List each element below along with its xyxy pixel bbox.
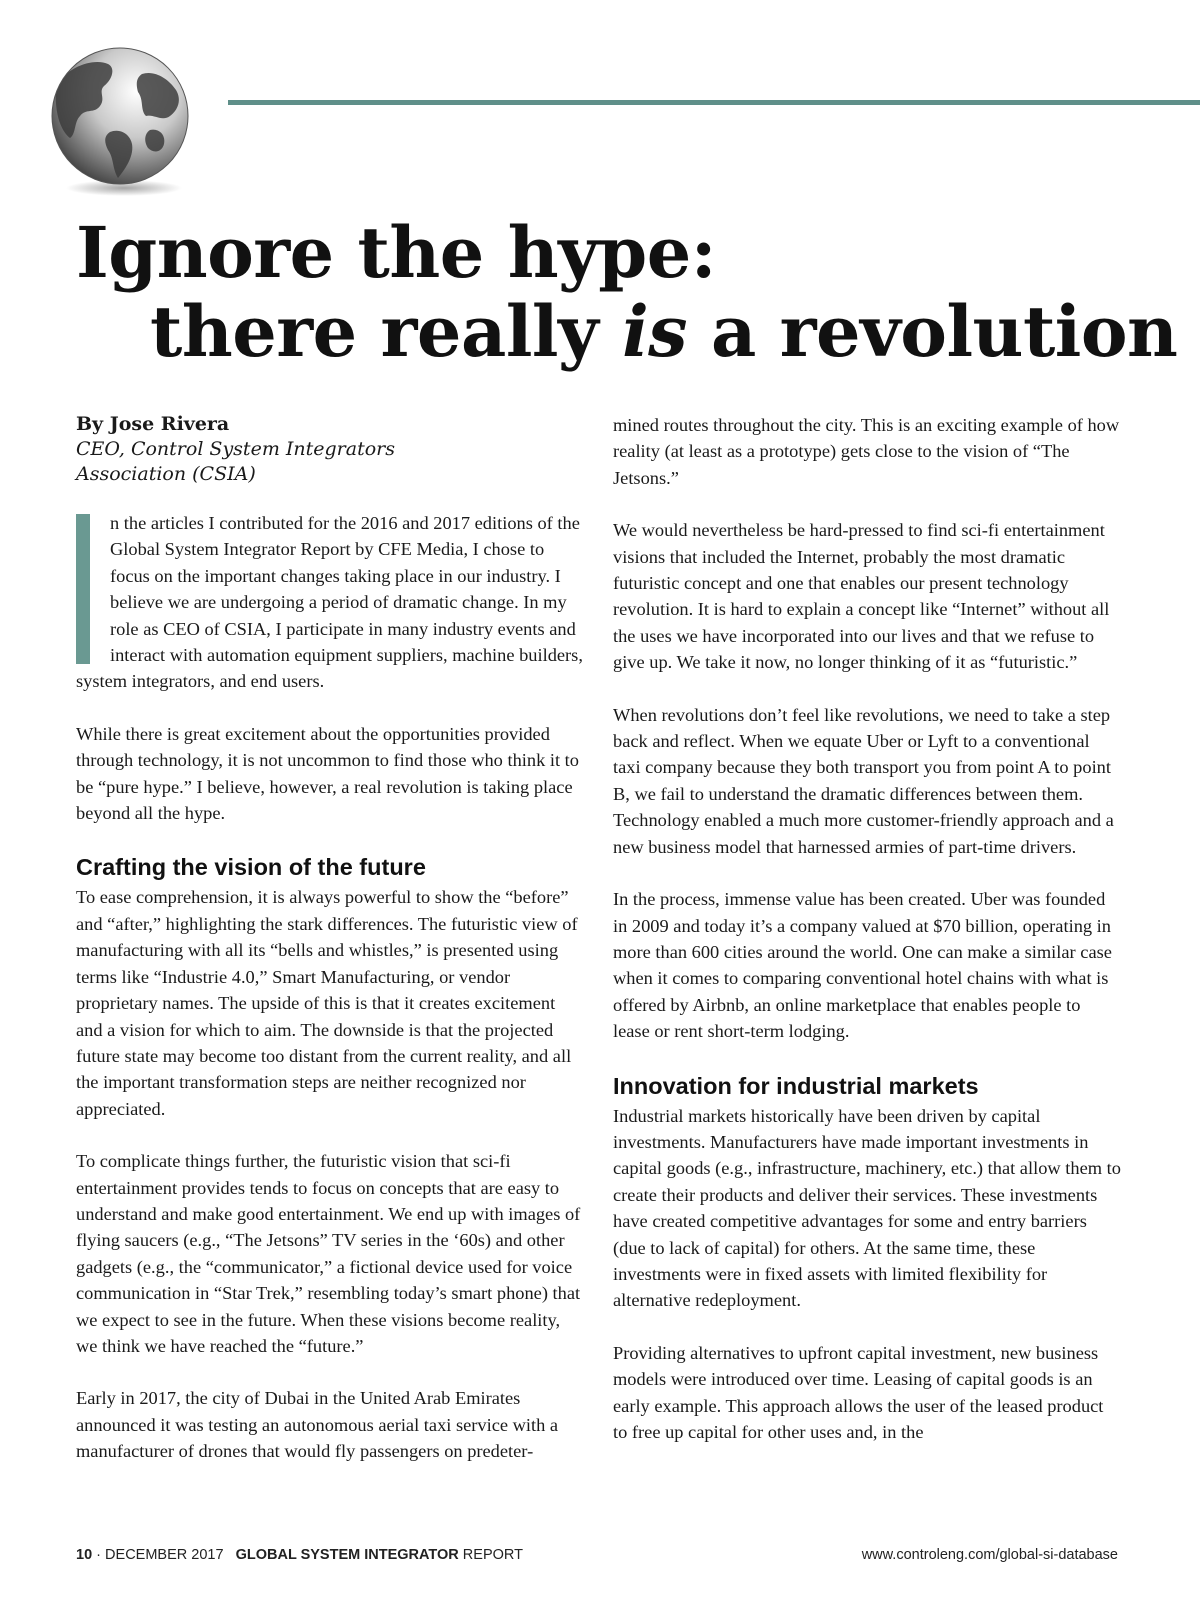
globe-icon xyxy=(46,46,196,198)
publication-name: GLOBAL SYSTEM INTEGRATOR xyxy=(235,1547,459,1563)
footer-separator: · xyxy=(96,1547,102,1563)
paragraph: To ease comprehension, it is always powerful to show the “before” and “after,” highlighting the stark differences. The futuristic view of manufacturing with all its “bells and whistles,” is presented using terms like “Industrie 4.0,” Smart Manufacturing, or vendor proprietary names. The upside of this is that it creates excitement and a vision for which to aim. The downside is that the projected future state may become too distant from the current reality, and all the important transformation steps are neither recognized nor appreciated. xyxy=(76,887,578,1119)
paragraph: In the process, immense value has been created. Uber was founded in 2009 and today it’s a company valued at $70 billion, operating in more than 600 cities around the world. One can make a similar case when it comes to comparing conventional hotel chains with what is offered by Airbnb, an online marketplace that enables people to lease or rent short-term lodging. xyxy=(613,889,1112,1042)
publication-suffix: REPORT xyxy=(462,1547,523,1563)
section-heading: Innovation for industrial markets xyxy=(613,1072,979,1099)
drop-cap xyxy=(76,514,90,664)
title-part-2: a revolution xyxy=(687,290,1178,373)
paragraph: To complicate things further, the futuristic vision that sci-fi entertainment provides tends to focus on concepts that are easy to understand and make good entertainment. We end up with images of flying saucers (e.g., “The Jetsons” TV series in the ‘60s) and other gadgets (e.g., the “communicator,” a fictional device used for voice communication in “Star Trek,” resembling today’s smart phone) that we expect to see in the future. When these visions become reality, we think we have reached the “future.” xyxy=(76,1151,581,1356)
author-organization: Association (CSIA) xyxy=(76,463,256,485)
column-left xyxy=(76,510,584,1465)
article-title-line-1: Ignore the hype: xyxy=(76,211,717,294)
author-role: CEO, Control System Integrators xyxy=(76,438,395,460)
byline xyxy=(76,412,596,487)
paragraph: mined routes throughout the city. This is an exciting example of how reality (at least as a prototype) gets close to the vision of “The Jetsons.” xyxy=(613,415,1120,488)
intro-text: n the articles I contributed for the 2016 and 2017 editions of the Global System Integrator Report by CFE Media, I chose to focus on the important changes taking place in our industry. I believe we are undergoing a period of dramatic change. In my role as CEO of CSIA, I participate in many industry events and interact with automation equipment suppliers, machine builders, system integrators, and end users. xyxy=(76,513,583,692)
paragraph: Providing alternatives to upfront capital investment, new business models were introduced over time. Leasing of capital goods is an early example. This approach allows the user of the leased product to free up capital for other uses and, in the xyxy=(613,1342,1104,1442)
paragraph: We would nevertheless be hard-pressed to find sci-fi entertainment visions that included the Internet, probably the most dramatic futuristic concept and one that enables our present technology revolution. It is hard to explain a concept like “Internet” without all the uses we have incorporated into our lives and that we refuse to give up. We take it now, no longer thinking of it as “futuristic.” xyxy=(613,520,1110,673)
title-part-1: there really xyxy=(150,290,623,373)
intro-paragraph xyxy=(76,510,584,695)
paragraph: Early in 2017, the city of Dubai in the United Arab Emirates announced it was testing an autonomous aerial taxi service with a manufacturer of drones that would fly passengers on predeter- xyxy=(76,1388,559,1462)
paragraph: While there is great excitement about the opportunities provided through technology, it is not uncommon to find those who think it to be “pure hype.” I believe, however, a real revolution is taking place beyond all the hype. xyxy=(76,723,579,824)
header-rule xyxy=(228,100,1200,105)
footer-url[interactable]: www.controleng.com/global-si-database xyxy=(861,1547,1118,1563)
paragraph: Industrial markets historically have been driven by capital investments. Manufacturers have made important investments in capital goods (e.g., infrastructure, machinery, etc.) that allow them to create their products and deliver their services. These investments have created competitive advantages for some and entry barriers (due to lack of capital) for others. At the same time, these investments were in fixed assets with limited flexibility for alternative redeployment. xyxy=(613,1105,1121,1311)
section-heading: Crafting the vision of the future xyxy=(76,854,426,881)
page-number: 10 xyxy=(76,1547,93,1563)
page-footer xyxy=(76,1547,1118,1567)
author-name: By Jose Rivera xyxy=(76,413,230,435)
footer-left xyxy=(76,1547,523,1563)
column-right xyxy=(613,412,1121,1445)
article-title-line-2 xyxy=(150,290,1178,373)
paragraph: When revolutions don’t feel like revolutions, we need to take a step back and reflect. When we equate Uber or Lyft to a conventional taxi company because they both transport you from point A to point B, we fail to understand the dramatic differences between them. Technology enabled a much more customer-friendly approach and a new business model that harnessed armies of part-time drivers. xyxy=(613,704,1114,857)
issue-date: DECEMBER 2017 xyxy=(105,1547,224,1563)
title-emphasis: is xyxy=(622,290,688,373)
